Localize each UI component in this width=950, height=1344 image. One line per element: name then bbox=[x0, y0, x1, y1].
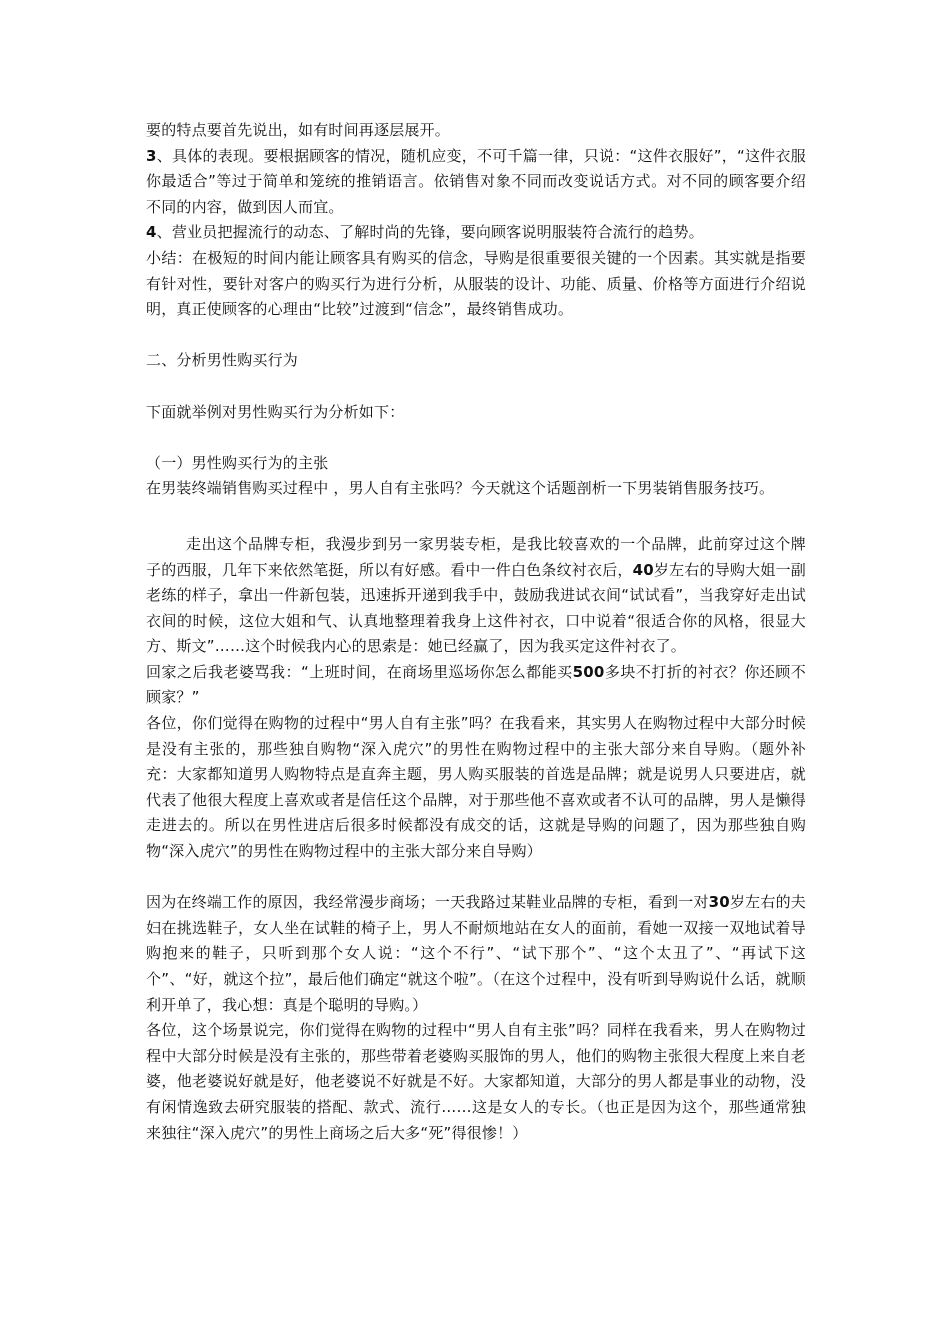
paragraph-summary: 小结：在极短的时间内能让顾客具有购买的信念，导购是很重要很关键的一个因素。其实就是指要有针对性，要针对客户的购买行为进行分析，从服装的设计、功能、质量、价格等方面进行介绍说明，真正使顾客的心理由“比较”过渡到“信念”，最终销售成功。 bbox=[146, 248, 806, 319]
spacer bbox=[146, 502, 806, 532]
paragraph-5: 在男装终端销售购买过程中 ，男人自有主张吗？今天就这个话题剖析一下男装销售服务技巧。 bbox=[146, 479, 775, 498]
subsection-heading: （一）男性购买行为的主张 bbox=[146, 453, 329, 472]
price-number: 500 bbox=[572, 662, 605, 681]
paragraph-point-3 bbox=[146, 144, 806, 221]
text-segment: 回家之后我老婆骂我：“上班时间，在商场里巡场你怎么都能买 bbox=[146, 662, 573, 681]
paragraph-9 bbox=[146, 890, 806, 1018]
paragraph-point-4 bbox=[146, 220, 806, 246]
point-number: 4 bbox=[146, 223, 157, 242]
paragraph-8: 各位，你们觉得在购物的过程中“男人自有主张”吗？在我看来，其实男人在购物过程中大部分时候是没有主张的，那些独自购物“深入虎穴”的男性在购物过程中的主张大部分来自导购。（题外补充：大家都知道男人购物特点是直奔主题，男人购买服装的首选是品牌；就是说男人只要进店，就代表了他很大程度上喜欢或者是信任这个品牌，对于那些他不喜欢或者不认可的品牌，男人是懒得走进去的。所以在男性进店后很多时候都没有成交的话，这就是导购的问题了，因为那些独自购物“深入虎穴”的男性在购物过程中的主张大部分来自导购） bbox=[146, 714, 806, 861]
paragraph-1: 要的特点要首先说出，如有时间再逐层展开。 bbox=[146, 121, 451, 139]
text-segment: 岁左右的导购大姐一副老练的样子，拿出一件新包装，迅速拆开递到我手中，鼓励我进试衣间“试试看”，当我穿好走出试衣间的时候，这位大姐和气、认真地整理着我身上这件衬衣，口中说着“很适合你的风格，很显大方、斯文”……这个时候我内心的思索是：她已经赢了，因为我买定这件衬衣了。 bbox=[146, 560, 806, 656]
spacer bbox=[146, 425, 806, 451]
text-segment: 因为在终端工作的原因，我经常漫步商场；一天我路过某鞋业品牌的专柜，看到一对 bbox=[146, 893, 709, 912]
point-number: 3 bbox=[146, 146, 157, 165]
spacer bbox=[146, 865, 806, 891]
paragraph-6 bbox=[146, 532, 806, 660]
section-heading: 二、分析男性购买行为 bbox=[146, 351, 299, 370]
spacer bbox=[146, 323, 806, 349]
point-text: 、营业员把握流行的动态、了解时尚的先锋，要向顾客说明服装符合流行的趋势。 bbox=[156, 223, 704, 242]
age-number: 30 bbox=[708, 893, 730, 912]
text-segment: 走出这个品牌专柜，我漫步到另一家男装专柜，是我比较喜欢的一个品牌，此前穿过这个牌子的西服，几年下来依然笔挺，所以有好感。看中一件白色条纹衬衣后， bbox=[146, 534, 806, 579]
point-text: 、具体的表现。要根据顾客的情况，随机应变，不可千篇一律，只说：“这件衣服好”，“这件衣服你最适合”等过于简单和笼统的推销语言。依销售对象不同而改变说话方式。对不同的顾客要介绍不同的内容，做到因人而宜。 bbox=[146, 146, 806, 216]
age-number: 40 bbox=[632, 560, 654, 579]
intro-line: 下面就举例对男性购买行为分析如下： bbox=[146, 402, 405, 421]
spacer bbox=[146, 374, 806, 400]
paragraph-10: 各位，这个场景说完，你们觉得在购物的过程中“男人自有主张”吗？同样在我看来，男人在购物过程中大部分时候是没有主张的，那些带着老婆购买服饰的男人，他们的购物主张很大程度上来自老婆，他老婆说好就是好，他老婆说不好就是不好。大家都知道，大部分的男人都是事业的动物，没有闲情逸致去研究服装的搭配、款式、流行……这是女人的专长。（也正是因为这个，那些通常独来独往“深入虎穴”的男性上商场之后大多“死”得很惨！） bbox=[146, 1021, 806, 1142]
paragraph-7 bbox=[146, 660, 806, 711]
text-segment: 岁左右的夫妇在挑选鞋子，女人坐在试鞋的椅子上，男人不耐烦地站在女人的面前，看她一双接一双地试着导购抱来的鞋子，只听到那个女人说：“这个不行”、“试下那个”、“这个太丑了”、“再试下这个”、“好，就这个拉”，最后他们确定“就这个啦”。（在这个过程中，没有听到导购说什么话，就顺利开单了，我心想：真是个聪明的导购。） bbox=[146, 893, 806, 1014]
text-segment: 多块不打折的衬衣？你还顾不顾家？” bbox=[146, 662, 806, 707]
document-body bbox=[146, 118, 806, 1146]
